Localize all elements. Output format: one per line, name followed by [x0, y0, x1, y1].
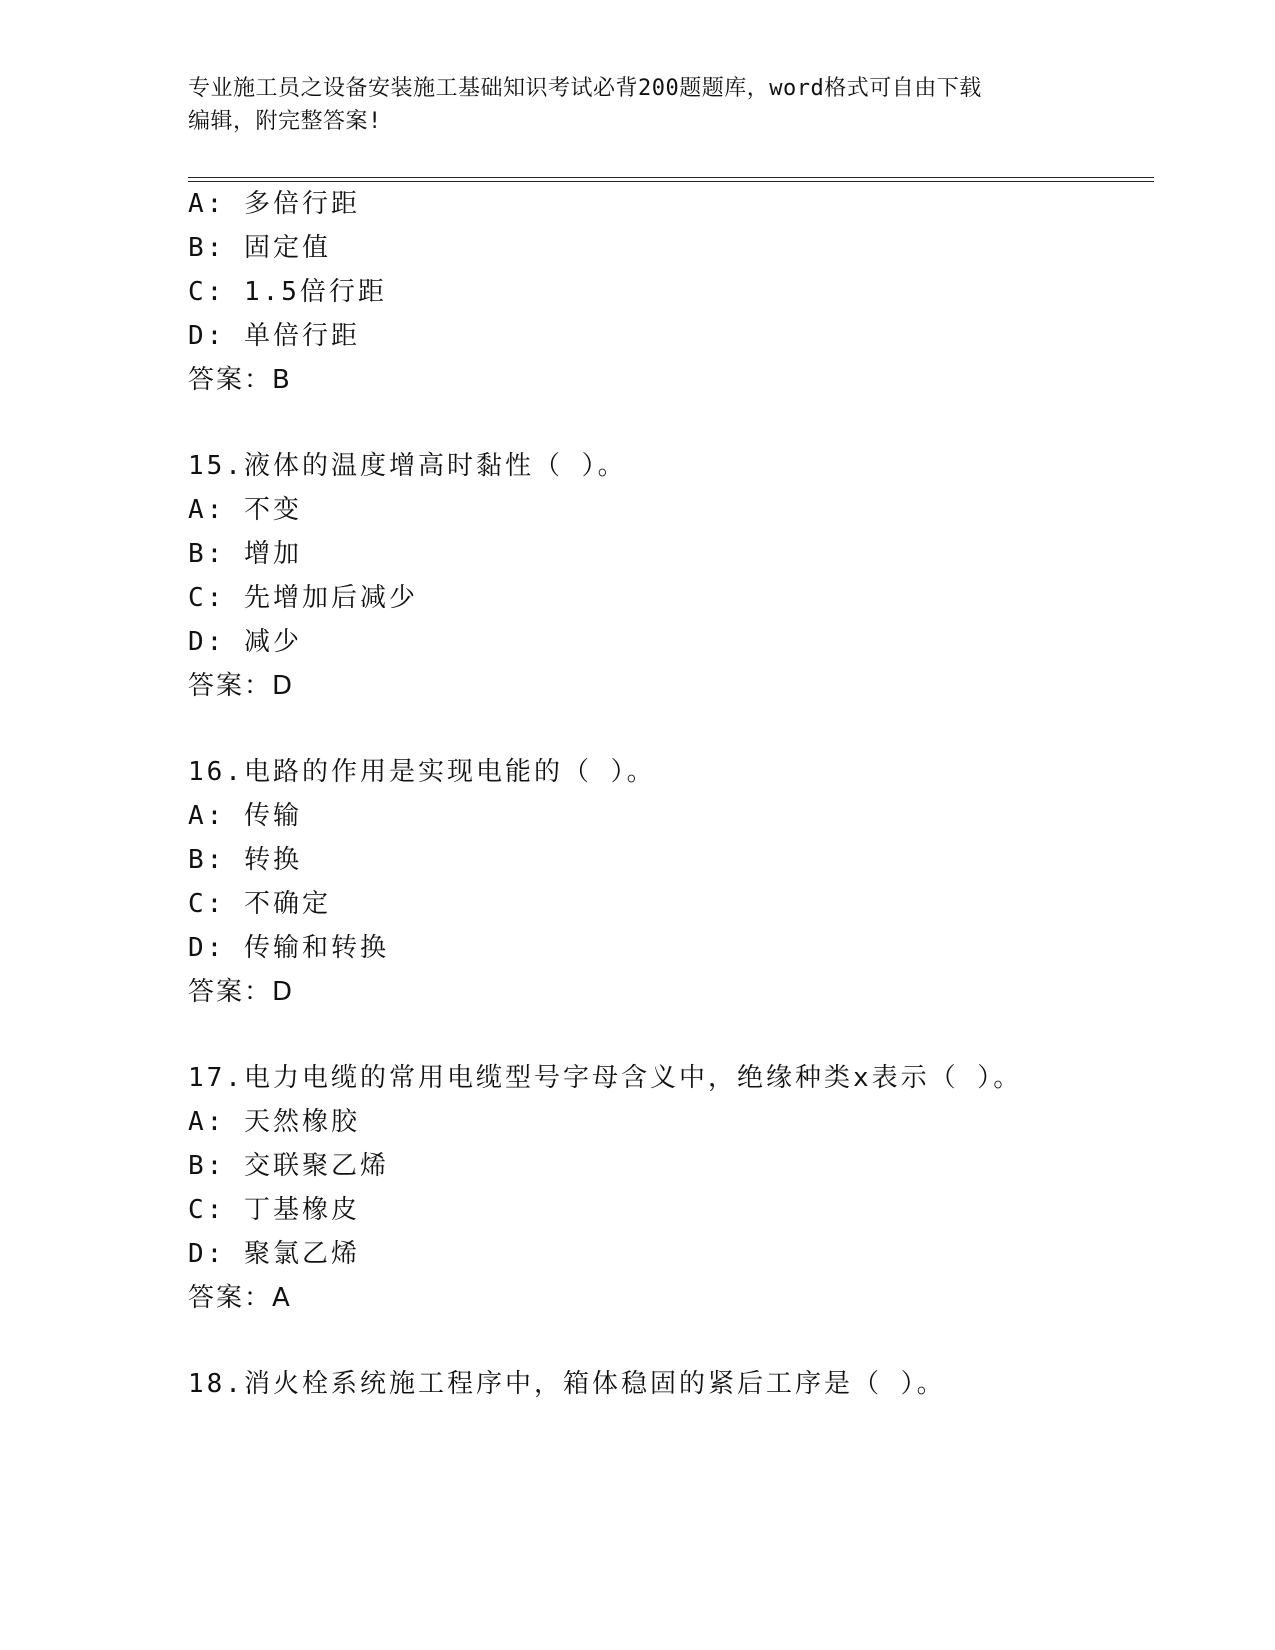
option-a: A: 多倍行距 [188, 189, 360, 219]
option-c: C: 先增加后减少 [188, 583, 418, 613]
option-b: B: 转换 [188, 845, 302, 875]
option-a: A: 不变 [188, 495, 302, 525]
header-line-2: 编辑，附完整答案! [188, 109, 382, 134]
answer: 答案：D [188, 671, 295, 701]
option-d: D: 减少 [188, 627, 302, 657]
question-stem: 15.液体的温度增高时黏性（ ）。 [188, 451, 627, 481]
option-a: A: 传输 [188, 801, 302, 831]
answer: 答案：B [188, 365, 292, 395]
question-stem: 18.消火栓系统施工程序中，箱体稳固的紧后工序是（ ）。 [188, 1369, 946, 1399]
option-b: B: 交联聚乙烯 [188, 1151, 389, 1181]
question-stem: 16.电路的作用是实现电能的（ ）。 [188, 757, 656, 787]
answer: 答案：D [188, 977, 295, 1007]
header-divider-top [188, 177, 1154, 178]
header-divider-bottom [188, 181, 1154, 182]
header-line-1: 专业施工员之设备安装施工基础知识考试必背200题题库，word格式可自由下载 [188, 76, 982, 101]
option-d: D: 聚氯乙烯 [188, 1239, 360, 1269]
option-d: D: 单倍行距 [188, 321, 360, 351]
document-header [188, 72, 1088, 138]
option-d: D: 传输和转换 [188, 933, 389, 963]
option-b: B: 增加 [188, 539, 302, 569]
question-stem: 17.电力电缆的常用电缆型号字母含义中，绝缘种类x表示（ ）。 [188, 1063, 1023, 1093]
option-a: A: 天然橡胶 [188, 1107, 360, 1137]
option-c: C: 1.5倍行距 [188, 277, 387, 307]
option-c: C: 不确定 [188, 889, 331, 919]
answer: 答案：A [188, 1283, 292, 1313]
option-b: B: 固定值 [188, 233, 331, 263]
option-c: C: 丁基橡皮 [188, 1195, 360, 1225]
